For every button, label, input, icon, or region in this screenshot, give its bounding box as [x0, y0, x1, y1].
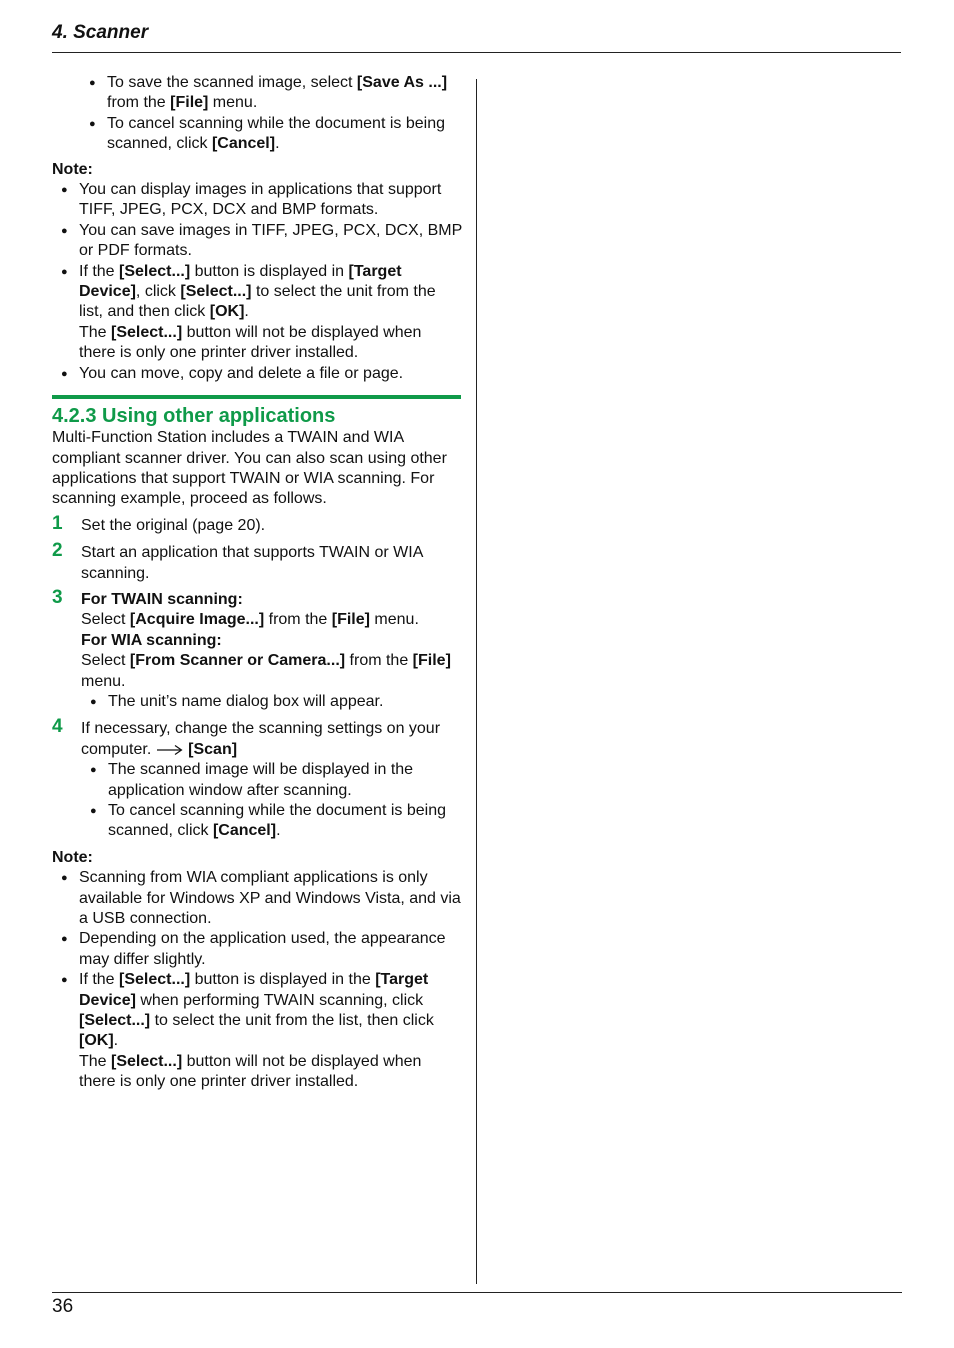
section-intro: Multi-Function Station includes a TWAIN and WIA compliant scanner driver. You can also scan using other applications that support TWAIN or WIA scanning. For scanning example, proceed as follows. — [52, 429, 447, 508]
left-column — [52, 73, 462, 1093]
footer-rule — [52, 1292, 902, 1293]
list-item: ● If the [Select...] button is displayed in the [Target Device] when performing TWAIN scanning, click [Select...] to select the unit from the list, then click [OK]. The [Select...] button will not be displayed when there is only one printer driver installed. — [52, 970, 462, 1092]
list-item: ● Scanning from WIA compliant applications is only available for Windows XP and Windows Vista, and via a USB connection. — [52, 868, 462, 929]
page-number: 36 — [52, 1296, 74, 1317]
list-item: ● The scanned image will be displayed in the application window after scanning. — [81, 760, 462, 801]
step-number: 4 — [52, 716, 63, 738]
step-2: 2 Start an application that supports TWAIN or WIA scanning. — [52, 540, 423, 582]
column-divider — [476, 79, 477, 1284]
list-item: ● To cancel scanning while the document is being scanned, click [Cancel]. — [80, 114, 462, 155]
step-4: 4 If necessary, change the scanning settings on your computer. [Scan] ● The scanned image will be displayed in the application window after scanning. ● To cancel scanning while the document is being scanned, click [Cancel]. — [52, 719, 462, 841]
list-item: ● Depending on the application used, the appearance may differ slightly. — [52, 929, 462, 970]
list-item: ● If the [Select...] button is displayed in [Target Device], click [Select...] to select the unit from the list, and then click [OK]. The [Select...] button will not be displayed when there is only one printer driver installed. — [52, 262, 462, 364]
menu-file: [File] — [170, 94, 209, 112]
list-item: ● You can save images in TIFF, JPEG, PCX, DCX, BMP or PDF formats. — [52, 221, 462, 262]
step-1: 1 Set the original (page 20). — [52, 512, 266, 534]
section-rule — [52, 395, 461, 399]
step-3: 3 For TWAIN scanning: Select [Acquire Image...] from the [File] menu. For WIA scanning: Select [From Scanner or Camera...] from the [File] menu. ● The unit’s name dialog box will appear. — [52, 590, 462, 712]
list-item: ● To save the scanned image, select [Save As ...] from the [File] menu. — [80, 73, 462, 114]
right-arrow-icon — [156, 744, 184, 756]
step-number: 2 — [52, 540, 63, 562]
note-heading: Note: — [52, 848, 93, 866]
scan-key: [Scan] — [188, 740, 238, 758]
step-number: 1 — [52, 512, 63, 534]
chapter-title: 4. Scanner — [52, 22, 149, 43]
list-item: ● The unit’s name dialog box will appear. — [81, 692, 462, 712]
list-item: ● You can move, copy and delete a file or page. — [52, 364, 462, 384]
list-item: ● To cancel scanning while the document is being scanned, click [Cancel]. — [81, 801, 462, 842]
menu-item-save-as: [Save As ...] — [356, 74, 448, 91]
header-rule — [52, 52, 901, 53]
step-number: 3 — [52, 586, 63, 608]
list-item: ● You can display images in applications that support TIFF, JPEG, PCX, DCX and BMP formats. — [52, 180, 462, 221]
cancel-key: [Cancel] — [211, 135, 276, 153]
section-title: 4.2.3 Using other applications — [52, 405, 336, 428]
note-heading: Note: — [52, 160, 93, 178]
